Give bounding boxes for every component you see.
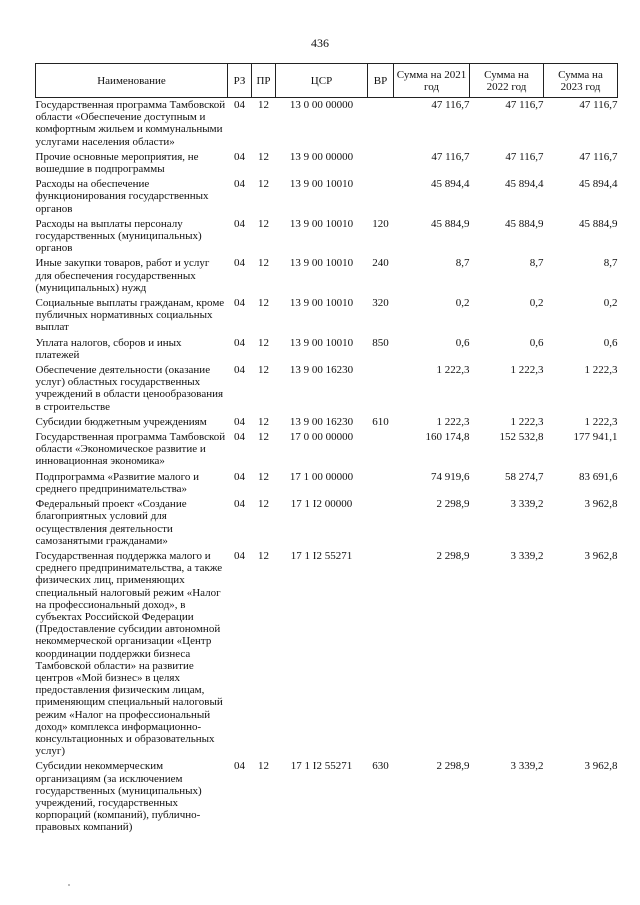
cell-sum-2022: 3 339,2 (510, 549, 544, 562)
cell-csr: 13 0 00 00000 (289, 99, 354, 111)
cell-rz: 04 (234, 297, 245, 310)
cell-sum-2022: 45 894,4 (505, 178, 544, 191)
cell-csr: 17 1 I2 55271 (290, 549, 353, 562)
cell-sum-2023: 1 222,3 (584, 364, 618, 377)
cell-name: Расходы на обеспечение функционирования государственных органов (35, 178, 209, 215)
header-name: Наименование (36, 64, 228, 98)
table-row (36, 150, 618, 177)
cell-vr: 850 (372, 336, 389, 349)
cell-name: Субсидии некоммерческим организациям (за исключением государственных (муниципальных) учреждений, государственных корпораций (компаний), публично-правовых компаний) (35, 760, 202, 834)
cell-name: Подпрограмма «Развитие малого и среднего предпринимательства» (35, 470, 199, 495)
cell-sum-2021: 2 298,9 (436, 760, 470, 773)
table-row (36, 256, 618, 296)
cell-pr: 12 (258, 150, 269, 163)
cell-name: Обеспечение деятельности (оказание услуг) областных государственных учреждений в области ценообразования в строительстве (35, 364, 224, 413)
cell-vr: 610 (372, 415, 389, 428)
cell-sum-2022: 3 339,2 (510, 498, 544, 511)
cell-vr (368, 497, 394, 549)
header-rz: РЗ (228, 64, 252, 98)
cell-name: Уплата налогов, сборов и иных платежей (35, 336, 182, 361)
cell-sum-2021: 160 174,8 (425, 431, 470, 444)
cell-vr: 320 (372, 297, 389, 310)
cell-rz: 04 (234, 431, 245, 444)
cell-name: Федеральный проект «Создание благоприятных условий для осуществления деятельности самозанятыми гражданами» (35, 498, 187, 547)
cell-sum-2021: 45 884,9 (431, 217, 470, 230)
cell-sum-2022: 47 116,7 (505, 99, 544, 111)
cell-sum-2021: 2 298,9 (436, 498, 470, 511)
cell-csr: 13 9 00 10010 (289, 178, 354, 191)
cell-sum-2021: 74 919,6 (431, 470, 470, 483)
cell-sum-2023: 3 962,8 (584, 549, 618, 562)
cell-sum-2022: 152 532,8 (499, 431, 544, 444)
table-row (36, 336, 618, 363)
cell-pr: 12 (258, 217, 269, 230)
cell-vr (368, 470, 394, 497)
table-row (36, 217, 618, 257)
cell-sum-2023: 47 116,7 (579, 99, 618, 111)
cell-pr: 12 (258, 99, 269, 111)
cell-pr: 12 (258, 257, 269, 270)
budget-table (35, 63, 618, 836)
cell-rz: 04 (234, 257, 245, 270)
cell-sum-2022: 1 222,3 (510, 415, 544, 428)
cell-pr: 12 (258, 549, 269, 562)
header-sum-2023: Сумма на 2023 год (544, 64, 618, 98)
cell-name: Социальные выплаты гражданам, кроме публичных нормативных социальных выплат (35, 297, 225, 334)
cell-rz: 04 (234, 760, 245, 773)
cell-vr: 120 (372, 217, 389, 230)
cell-pr: 12 (258, 297, 269, 310)
cell-sum-2022: 3 339,2 (510, 760, 544, 773)
table-row (36, 549, 618, 759)
cell-csr: 13 9 00 00000 (289, 150, 354, 163)
table-row (36, 759, 618, 835)
table-row (36, 430, 618, 470)
cell-csr: 17 1 I2 55271 (290, 760, 353, 773)
table-row (36, 363, 618, 415)
cell-sum-2021: 8,7 (455, 257, 470, 270)
cell-vr (368, 430, 394, 470)
cell-sum-2023: 177 941,1 (573, 431, 618, 444)
cell-name: Расходы на выплаты персоналу государственных (муниципальных) органов (35, 217, 202, 255)
cell-csr: 17 0 00 00000 (289, 431, 354, 444)
cell-sum-2022: 0,2 (529, 297, 544, 310)
cell-sum-2022: 47 116,7 (505, 150, 544, 163)
cell-sum-2021: 0,6 (455, 336, 470, 349)
cell-csr: 13 9 00 10010 (289, 257, 354, 270)
cell-name: Прочие основные мероприятия, не вошедшие в подпрограммы (35, 150, 199, 176)
cell-sum-2023: 1 222,3 (584, 415, 618, 428)
cell-name: Государственная программа Тамбовской области «Экономическое развитие и инновационная экономика» (35, 431, 226, 468)
cell-sum-2021: 2 298,9 (436, 549, 470, 562)
header-vr: ВР (368, 64, 394, 98)
cell-sum-2023: 47 116,7 (579, 150, 618, 163)
cell-sum-2023: 0,2 (603, 297, 618, 310)
cell-pr: 12 (258, 178, 269, 191)
header-sum-2022: Сумма на 2022 год (470, 64, 544, 98)
table-row (36, 296, 618, 336)
cell-sum-2022: 58 274,7 (505, 470, 544, 483)
table-row (36, 177, 618, 217)
cell-vr (368, 549, 394, 759)
cell-rz: 04 (234, 470, 245, 483)
cell-name: Иные закупки товаров, работ и услуг для обеспечения государственных (муниципальных) нужд (35, 257, 210, 294)
cell-sum-2023: 83 691,6 (579, 470, 618, 483)
header-pr: ПР (252, 64, 276, 98)
cell-name: Государственная программа Тамбовской области «Обеспечение доступным и комфортным жильем и коммунальными услугами населения области» (35, 99, 226, 148)
cell-sum-2023: 3 962,8 (584, 498, 618, 511)
cell-vr (368, 150, 394, 177)
cell-pr: 12 (258, 498, 269, 511)
cell-sum-2021: 45 894,4 (431, 178, 470, 191)
page-number: 436 (311, 36, 329, 50)
cell-rz: 04 (234, 498, 245, 511)
cell-sum-2023: 45 894,4 (579, 178, 618, 191)
cell-rz: 04 (234, 364, 245, 377)
cell-sum-2021: 1 222,3 (436, 364, 470, 377)
cell-rz: 04 (234, 217, 245, 230)
cell-csr: 13 9 00 10010 (289, 336, 354, 349)
cell-sum-2023: 45 884,9 (579, 217, 618, 230)
cell-name: Государственная поддержка малого и среднего предпринимательства, а также физических лиц, применяющих специальный налоговый режим «Налог на профессиональный доход», в субъектах Российской Федерации (Предоставление субсидии автономной некоммерческой организации «Центр координации поддержки бизнеса Тамбовской области» на развитие центров «Мой бизнес» в целях предоставления физическим лицам, применяющим специальный налоговый режим «Налог на профессиональный доход» комплекса информационно-консультационных и образовательных услуг) (35, 549, 223, 758)
cell-csr: 13 9 00 16230 (289, 364, 354, 377)
cell-pr: 12 (258, 415, 269, 428)
cell-sum-2021: 47 116,7 (431, 99, 470, 111)
cell-vr (368, 363, 394, 415)
cell-rz: 04 (234, 336, 245, 349)
cell-sum-2021: 47 116,7 (431, 150, 470, 163)
cell-pr: 12 (258, 470, 269, 483)
cell-vr (368, 98, 394, 150)
table-body (36, 98, 618, 836)
cell-rz: 04 (234, 150, 245, 163)
cell-rz: 04 (234, 415, 245, 428)
cell-csr: 17 1 I2 00000 (290, 498, 353, 511)
table-row (36, 470, 618, 497)
cell-sum-2022: 45 884,9 (505, 217, 544, 230)
cell-csr: 13 9 00 10010 (289, 297, 354, 310)
cell-vr: 240 (372, 257, 389, 270)
cell-pr: 12 (258, 364, 269, 377)
cell-rz: 04 (234, 178, 245, 191)
cell-vr (368, 177, 394, 217)
cell-sum-2022: 1 222,3 (510, 364, 544, 377)
cell-sum-2021: 1 222,3 (436, 415, 470, 428)
cell-sum-2023: 3 962,8 (584, 760, 618, 773)
header-csr: ЦСР (276, 64, 368, 98)
cell-sum-2023: 0,6 (603, 336, 618, 349)
table-header-row (36, 64, 618, 98)
cell-csr: 13 9 00 16230 (289, 415, 354, 428)
header-sum-2021: Сумма на 2021 год (394, 64, 470, 98)
cell-sum-2022: 0,6 (529, 336, 544, 349)
table-row (36, 98, 618, 150)
cell-rz: 04 (234, 549, 245, 562)
cell-pr: 12 (258, 431, 269, 444)
cell-sum-2021: 0,2 (455, 297, 470, 310)
scan-speck (68, 884, 70, 886)
cell-sum-2022: 8,7 (529, 257, 544, 270)
cell-pr: 12 (258, 336, 269, 349)
cell-rz: 04 (234, 99, 245, 111)
cell-pr: 12 (258, 760, 269, 773)
cell-csr: 13 9 00 10010 (289, 217, 354, 230)
table-row (36, 497, 618, 549)
cell-vr: 630 (372, 760, 389, 773)
table-row (36, 415, 618, 430)
cell-csr: 17 1 00 00000 (289, 470, 354, 483)
cell-name: Субсидии бюджетным учреждениям (35, 415, 207, 428)
cell-sum-2023: 8,7 (603, 257, 618, 270)
